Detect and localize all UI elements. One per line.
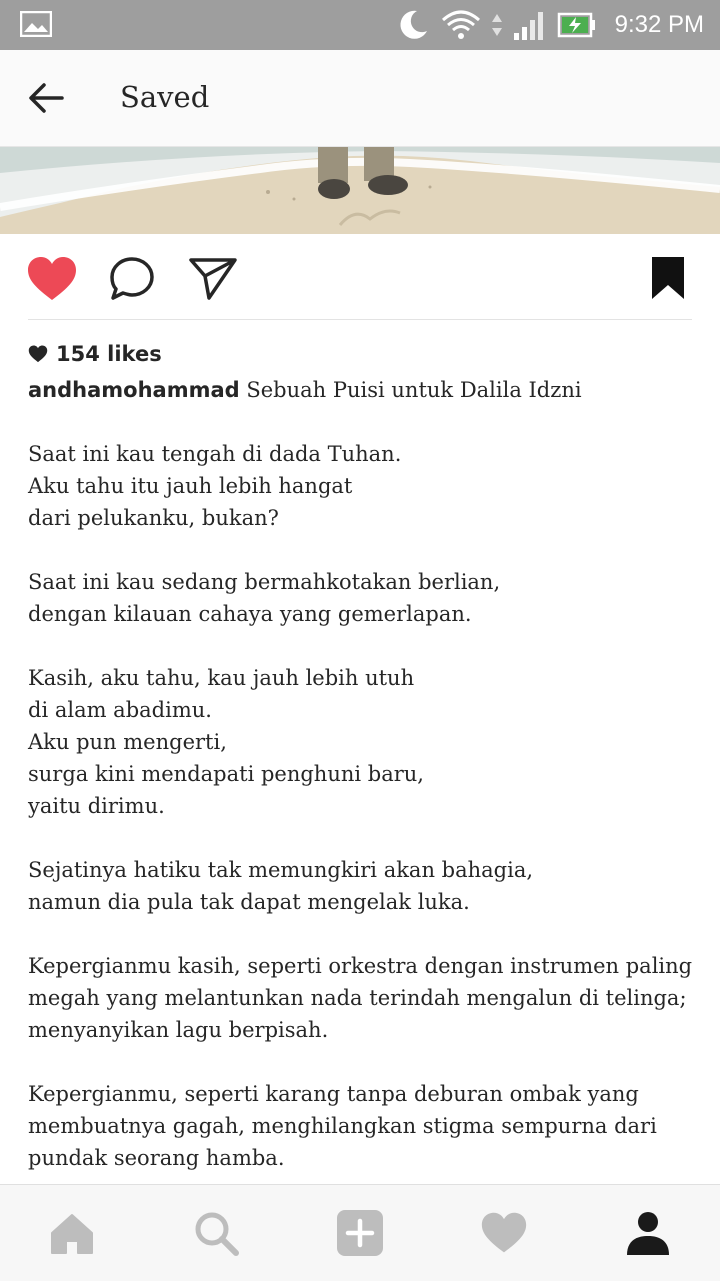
poem-stanza: [28, 950, 698, 1046]
poem-line: megah yang melantunkan nada terindah mengalun di telinga;: [28, 986, 687, 1010]
activity-heart-icon[interactable]: [480, 1209, 528, 1257]
poem-line: Kasih, aku tahu, kau jauh lebih utuh: [28, 666, 415, 690]
username-link[interactable]: andhamohammad: [28, 378, 240, 402]
poem-line: Saat ini kau sedang bermahkotakan berlian,: [28, 570, 501, 594]
comment-icon[interactable]: [108, 256, 156, 302]
data-arrows-icon: [491, 10, 503, 40]
home-icon[interactable]: [48, 1209, 96, 1257]
moon-icon: [395, 7, 431, 43]
poem-line: Aku pun mengerti,: [28, 730, 227, 754]
top-app-bar: [0, 50, 720, 147]
caption-header: [28, 374, 698, 406]
profile-icon[interactable]: [624, 1209, 672, 1257]
divider: [28, 319, 692, 320]
likes-count[interactable]: [28, 338, 162, 370]
gallery-notification-icon: [20, 11, 52, 37]
poem-line: menyanyikan lagu berpisah.: [28, 1018, 329, 1042]
poem-line: dengan kilauan cahaya yang gemerlapan.: [28, 602, 472, 626]
arrow-left-icon[interactable]: [26, 80, 66, 116]
status-bar: [0, 0, 720, 50]
likes-label: 154 likes: [56, 342, 162, 366]
poem-line: Kepergianmu kasih, seperti orkestra dengan instrumen paling: [28, 954, 693, 978]
heart-filled-icon[interactable]: [26, 256, 78, 302]
caption-title: Sebuah Puisi untuk Dalila Idzni: [246, 378, 582, 402]
small-heart-icon: [28, 345, 48, 363]
poem-stanza: [28, 854, 698, 918]
beach-photo: [0, 147, 720, 234]
post-photo[interactable]: [0, 147, 720, 234]
poem-stanza: [28, 1078, 698, 1174]
poem-line: Aku tahu itu jauh lebih hangat: [28, 474, 353, 498]
poem-line: yaitu dirimu.: [28, 794, 165, 818]
poem-line: surga kini mendapati penghuni baru,: [28, 762, 424, 786]
page-title: Saved: [120, 80, 210, 114]
wifi-icon: [441, 8, 481, 42]
poem-line: dari pelukanku, bukan?: [28, 506, 279, 530]
poem-stanza: [28, 566, 698, 630]
bottom-navigation: [0, 1184, 720, 1281]
send-icon[interactable]: [188, 256, 238, 302]
status-time: 9:32 PM: [614, 11, 704, 38]
poem-line: di alam abadimu.: [28, 698, 212, 722]
poem-line: membuatnya gagah, menghilangkan stigma sempurna dari: [28, 1114, 657, 1138]
poem-line: Saat ini kau tengah di dada Tuhan.: [28, 442, 402, 466]
signal-icon: [513, 9, 547, 41]
poem-line: pundak seorang hamba.: [28, 1146, 285, 1170]
poem-line: namun dia pula tak dapat mengelak luka.: [28, 890, 470, 914]
battery-charging-icon: [557, 11, 597, 39]
post-actions: [0, 234, 720, 320]
post-caption: [28, 374, 698, 1174]
add-icon[interactable]: [336, 1209, 384, 1257]
poem-line: Kepergianmu, seperti karang tanpa deburan ombak yang: [28, 1082, 639, 1106]
bookmark-filled-icon[interactable]: [650, 256, 686, 300]
poem-stanza: [28, 662, 698, 822]
poem-line: Sejatinya hatiku tak memungkiri akan bahagia,: [28, 858, 534, 882]
poem-stanza: [28, 438, 698, 534]
search-icon[interactable]: [192, 1209, 240, 1257]
